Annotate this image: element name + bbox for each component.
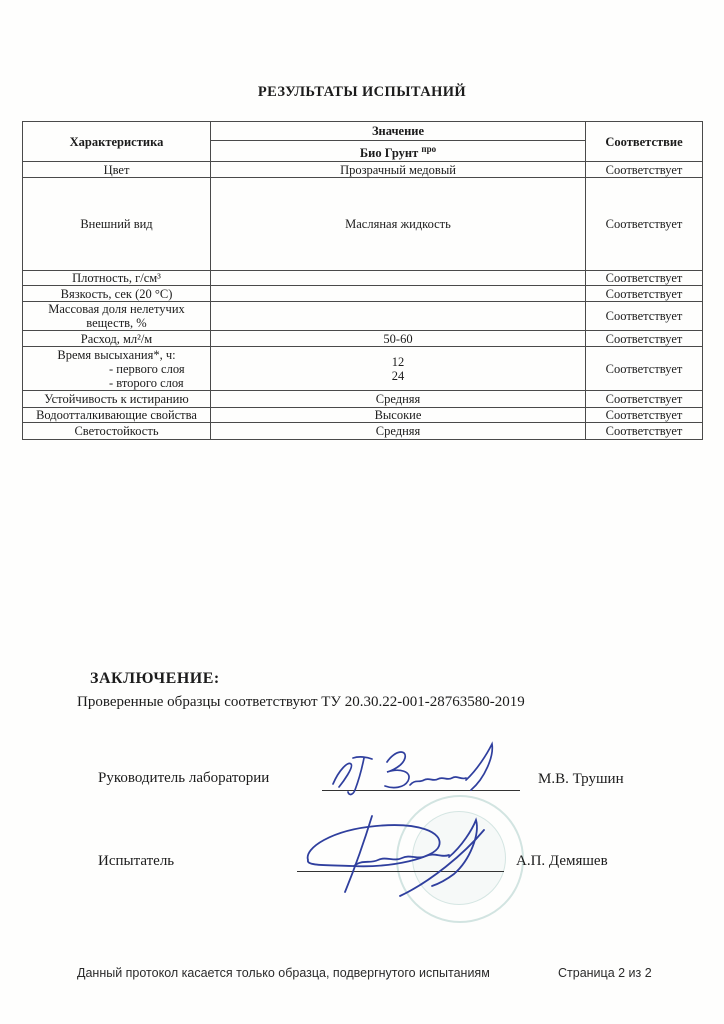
cell-conformity: Соответствует (586, 162, 703, 178)
table-row (23, 408, 703, 423)
signature-line-tester (297, 871, 504, 872)
sig-role-tester: Испытатель (98, 853, 175, 869)
drying-time-second-layer: - второго слоя (109, 375, 184, 390)
table-row (23, 286, 703, 302)
cell-value: Средняя (211, 391, 586, 408)
header-conformity: Соответствие (586, 122, 703, 162)
drying-time-value-first: 12 (391, 354, 405, 369)
cell-conformity: Соответствует (586, 271, 703, 286)
cell-characteristic: Устойчивость к истиранию (23, 391, 211, 408)
cell-value: Масляная жидкость (211, 178, 586, 271)
table-header-row (23, 122, 703, 141)
footer-note: Данный протокол касается только образца, подвергнутого испытаниям (77, 966, 490, 980)
cell-conformity: Соответствует (586, 347, 703, 391)
cell-value: Прозрачный медовый (211, 162, 586, 178)
table-row (23, 391, 703, 408)
signature-lab-head (315, 738, 535, 802)
cell-characteristic: Массовая доля нелетучих веществ, % (23, 302, 211, 331)
cell-value (211, 286, 586, 302)
cell-characteristic: Плотность, г/см³ (23, 271, 211, 286)
cell-conformity: Соответствует (586, 331, 703, 347)
footer-page-number: Страница 2 из 2 (558, 966, 652, 980)
table-row (23, 178, 703, 271)
cell-value: 50-60 (211, 331, 586, 347)
sig-role-lab-head: Руководитель лаборатории (98, 770, 270, 786)
cell-value (211, 271, 586, 286)
cell-characteristic: Вязкость, сек (20 °С) (23, 286, 211, 302)
header-value-group: Значение (211, 122, 586, 141)
table-row (23, 423, 703, 440)
cell-conformity: Соответствует (586, 286, 703, 302)
cell-conformity: Соответствует (586, 391, 703, 408)
stamp-seal-inner (412, 811, 506, 905)
header-product: Био Грунт $^{про}$ (211, 141, 586, 162)
drying-time-value-second: 24 (391, 368, 405, 383)
sig-name-tester: А.П. Демяшев (516, 853, 608, 869)
drying-time-label: Время высыхания*, ч: (57, 347, 176, 362)
product-superscript: про (421, 143, 437, 154)
cell-conformity: Соответствует (586, 408, 703, 423)
cell-characteristic: Расход, мл²/м (23, 331, 211, 347)
header-characteristic: Характеристика (23, 122, 211, 162)
signature-line-lab-head (322, 790, 520, 791)
cell-value (211, 302, 586, 331)
cell-characteristic: Внешний вид (23, 178, 211, 271)
cell-conformity: Соответствует (586, 423, 703, 440)
conclusion-heading: ЗАКЛЮЧЕНИЕ: (90, 670, 220, 687)
page-title: РЕЗУЛЬТАТЫ ИСПЫТАНИЙ (257, 84, 467, 100)
drying-time-first-layer: - первого слоя (109, 361, 185, 376)
cell-characteristic: Светостойкость (23, 423, 211, 440)
cell-value: Средняя (211, 423, 586, 440)
results-table (22, 121, 703, 440)
cell-conformity: Соответствует (586, 178, 703, 271)
table-row (23, 302, 703, 331)
cell-value: Высокие (211, 408, 586, 423)
cell-value (211, 347, 586, 391)
table-row (23, 331, 703, 347)
table-row-drying-time (23, 347, 703, 391)
table-row (23, 162, 703, 178)
stamp-seal (396, 795, 524, 923)
sig-name-lab-head: М.В. Трушин (538, 771, 624, 787)
table-row (23, 271, 703, 286)
cell-characteristic (23, 347, 211, 391)
cell-characteristic: Водоотталкивающие свойства (23, 408, 211, 423)
cell-conformity: Соответствует (586, 302, 703, 331)
conclusion-text: Проверенные образцы соответствуют ТУ 20.30.22-001-28763580-2019 (77, 694, 525, 710)
cell-characteristic: Цвет (23, 162, 211, 178)
